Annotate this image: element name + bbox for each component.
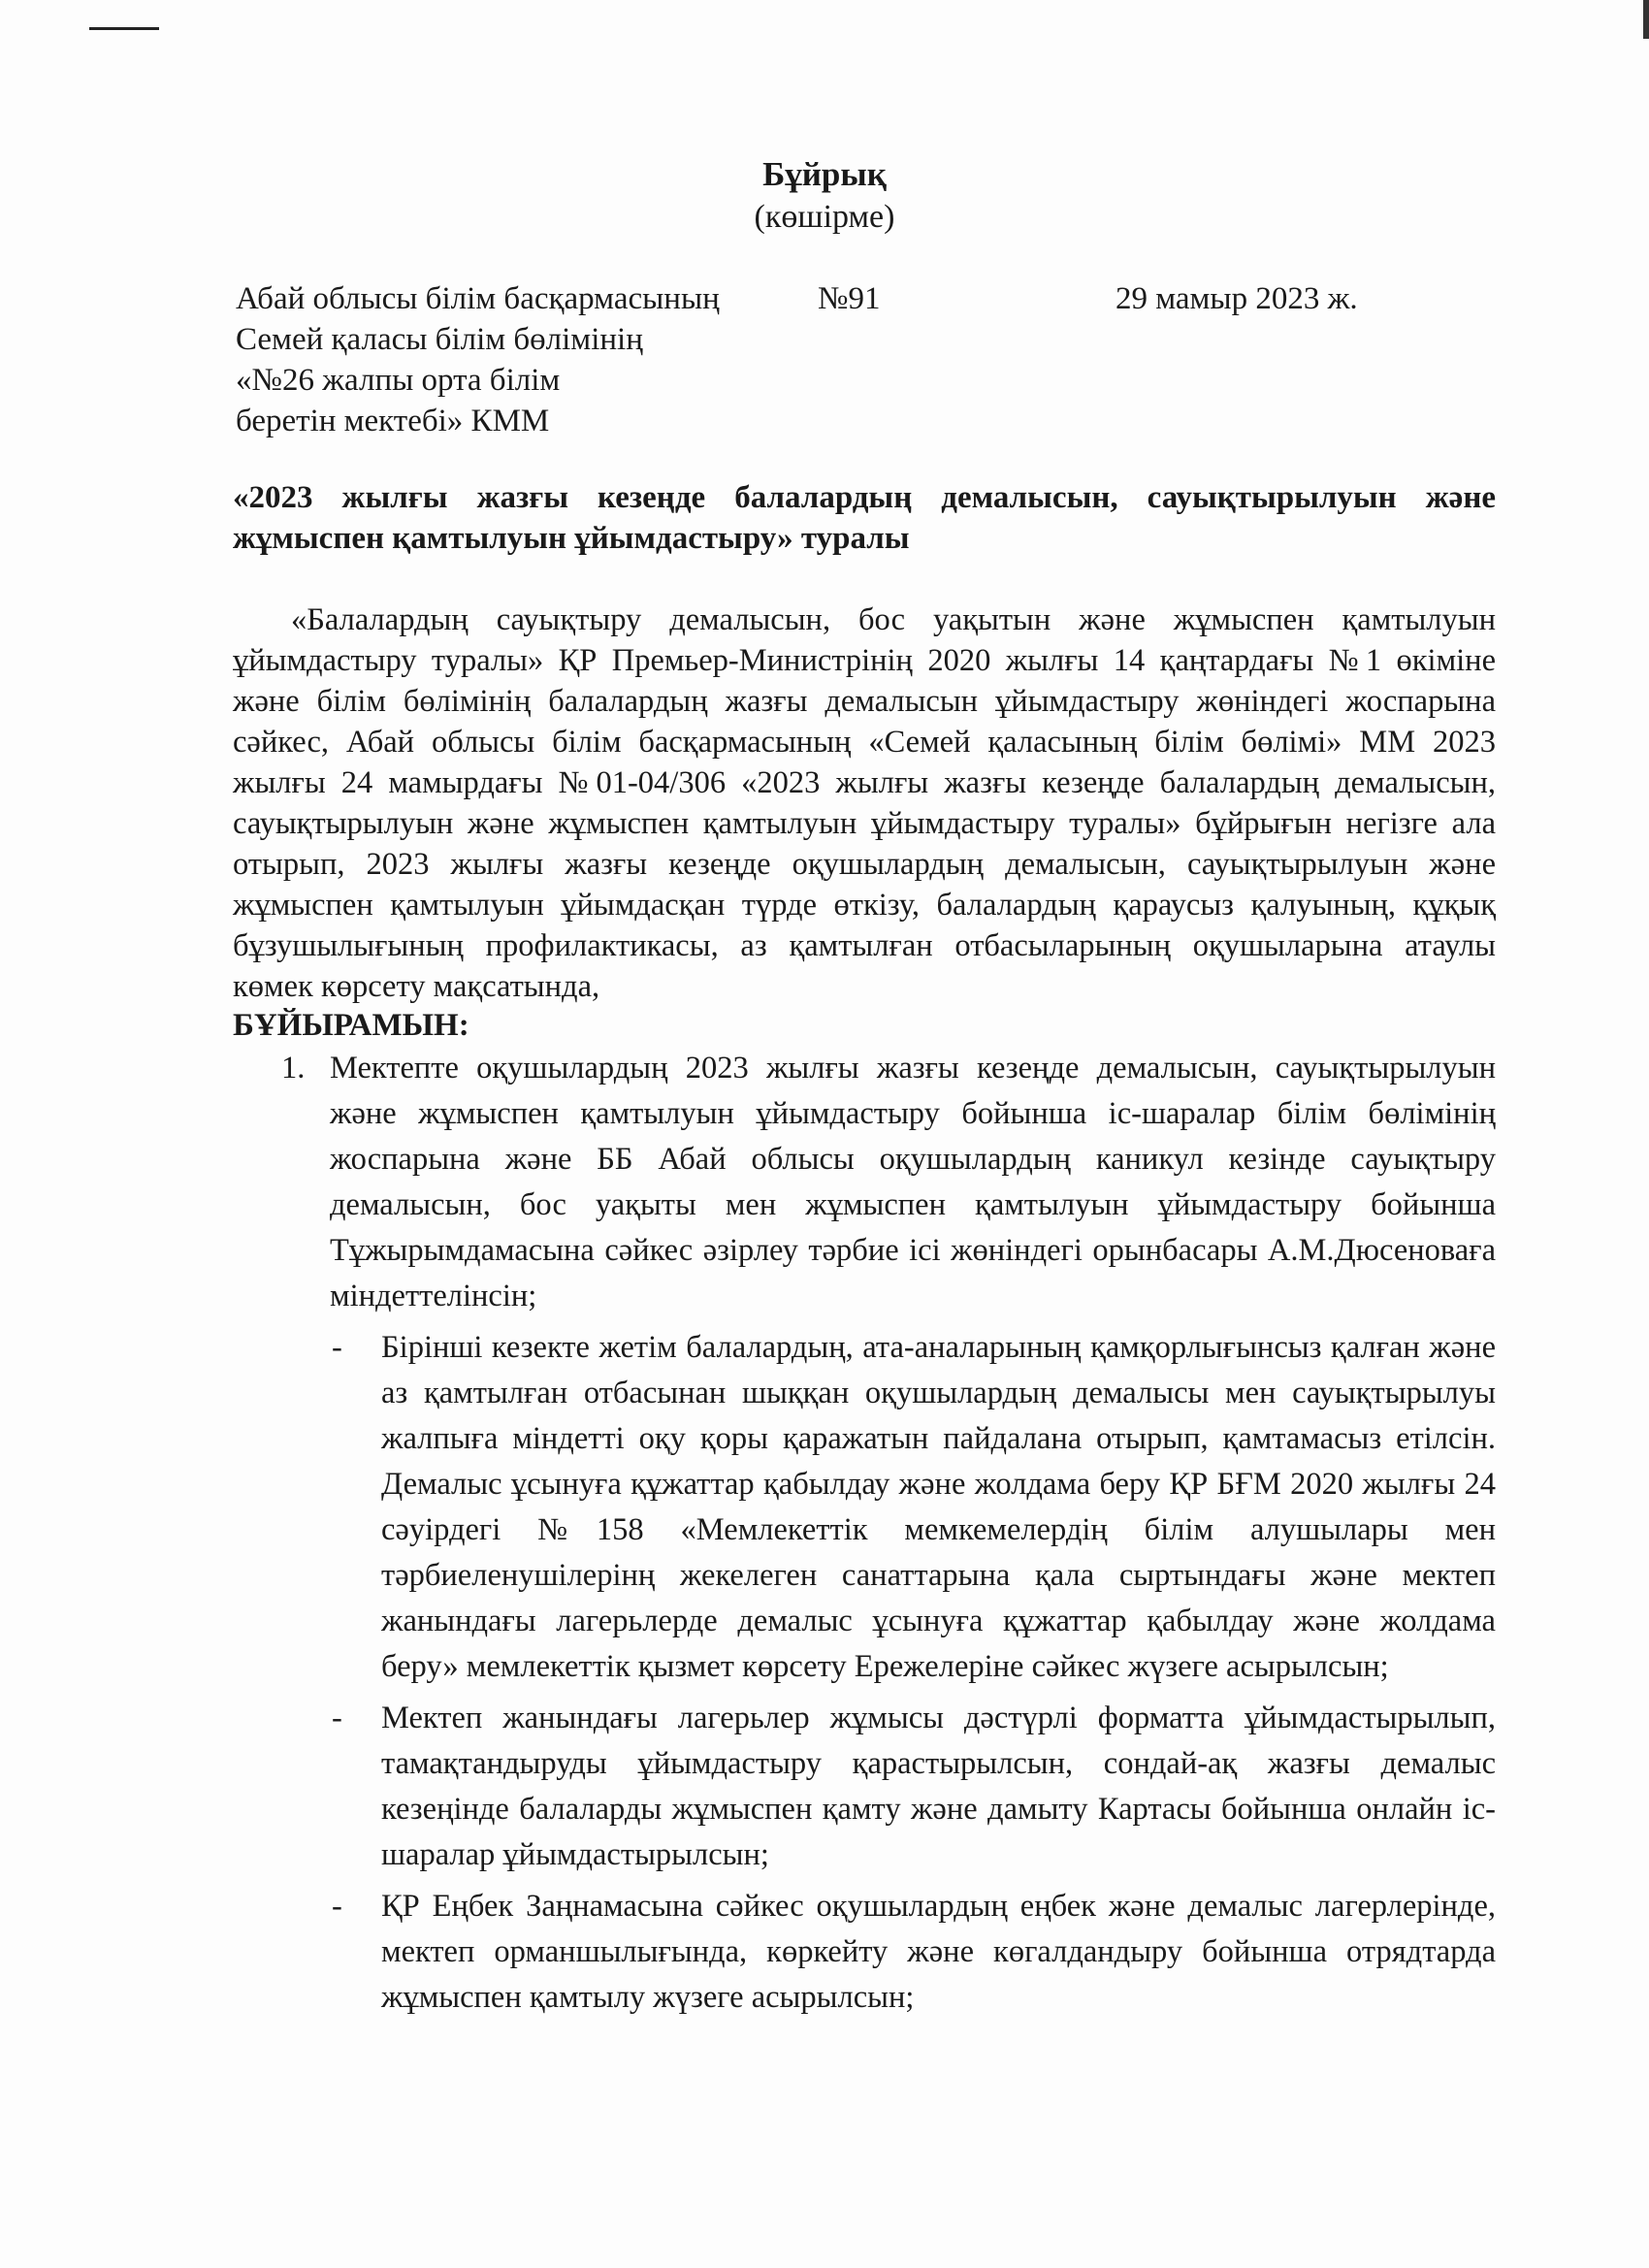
preamble-text: «Балалардың сауықтыру демалысын, бос уақытын және жұмыспен қамтылуын ұйымдастыру туралы» ҚР Премьер-Министрінің 2020 жылғы 14 қаңтардағы №1 өкіміне және білім бөлімінің балалардың жазғы демалысын ұйымдастыру жөніндегі жоспарына сәйкес, Абай облысы білім басқармасының «Семей қаласының білім бөлімі» ММ 2023 жылғы 24 мамырдағы №01-04/306 «2023 жылғы жазғы кезеңде балалардың демалысын, сауықтырылуын және жұмыспен қамтылуын ұйымдастыру туралы» бұйрығын негізге ала отырып, 2023 жылғы жазғы кезеңде оқушылардың демалысын, сауықтырылуын және жұмыспен қамтылуын ұйымдасқан түрде өткізу, балалардың қараусыз қалуының, құқық бұзушылығының профилактикасы, аз қамтылған отбасыларының оқушыларына атаулы көмек көрсету мақсатында, [233, 602, 1496, 1004]
org-line-3: «№26 жалпы орта білім [236, 363, 561, 398]
sub-item-text: ҚР Еңбек Заңнамасына сәйкес оқушылардың еңбек және демалыс лагерлерінде, мектеп орманшылығында, көркейту және көгалдандыру бойынша отрядтарда жұмыспен қамтылу жүзеге асырылсын; [381, 1889, 1496, 2015]
decree-word: БҰЙЫРАМЫН: [233, 1008, 469, 1043]
document-subtitle: (көшірме) [754, 199, 895, 235]
order-items [233, 1046, 1496, 2026]
order-date: 29 мамыр 2023 ж. [1116, 281, 1358, 316]
sub-item [233, 1325, 1496, 1690]
sub-item [233, 1884, 1496, 2021]
item-number: 1. [281, 1051, 306, 1085]
org-line-4: беретін мектебі» КММ [236, 404, 550, 438]
scan-edge [1643, 0, 1649, 39]
scan-mark [89, 27, 159, 30]
dash-bullet: - [332, 1889, 342, 1924]
document-title: Бұйрық [762, 155, 887, 193]
item-text: Мектепте оқушылардың 2023 жылғы жазғы кезеңде демалысын, сауықтырылуын және жұмыспен қамтылуын ұйымдастыру бойынша іс-шаралар білім бөлімінің жоспарына және ББ Абай облысы оқушылардың каникул кезінде сауықтыру демалысын, бос уақыты мен жұмыспен қамтылуын ұйымдастыру бойынша Тұжырымдамасына сәйкес әзірлеу тәрбие ісі жөніндегі орынбасары А.М.Дюсеноваға міндеттелінсін; [330, 1051, 1496, 1313]
list-item [233, 1046, 1496, 1319]
order-number: №91 [818, 281, 881, 316]
org-line-2: Семей қаласы білім бөлімінің [236, 322, 643, 357]
order-subject: «2023 жылғы жазғы кезеңде балалардың демалысын, сауықтырылуын және жұмыспен қамтылуын ұйымдастыру» туралы [233, 480, 1496, 556]
sub-items [233, 1325, 1496, 2021]
sub-item-text: Мектеп жанындағы лагерьлер жұмысы дәстүрлі форматта ұйымдастырылып, тамақтандыруды ұйымдастыру қарастырылсын, сондай-ақ жазғы демалыс кезеңінде балаларды жұмыспен қамту және дамыту Картасы бойынша онлайн іс-шаралар ұйымдастырылсын; [381, 1701, 1496, 1872]
dash-bullet: - [332, 1701, 342, 1735]
sub-item-text: Бірінші кезекте жетім балалардың, ата-аналарының қамқорлығынсыз қалған және аз қамтылған отбасынан шыққан оқушылардың демалысы мен сауықтырылуы жалпыға міндетті оқу қоры қаражатын пайдалана отырып, қамтамасыз етілсін. Демалыс ұсынуға құжаттар қабылдау және жолдама беру ҚР БҒМ 2020 жылғы 24 сәуірдегі №158 «Мемлекеттік мемкемелердің білім алушылары мен тәрбиеленушілерінң жекелеген санаттарына қала сыртындағы және мектеп жанындағы лагерьлерде демалыс ұсынуға құжаттар қабылдау және жолдама беру» мемлекеттік қызмет көрсету Ережелеріне сәйкес жүзеге асырылсын; [381, 1330, 1496, 1684]
sub-item [233, 1696, 1496, 1878]
dash-bullet: - [332, 1330, 342, 1365]
org-line-1: Абай облысы білім басқармасының [236, 281, 720, 316]
preamble-block [233, 599, 1496, 1044]
